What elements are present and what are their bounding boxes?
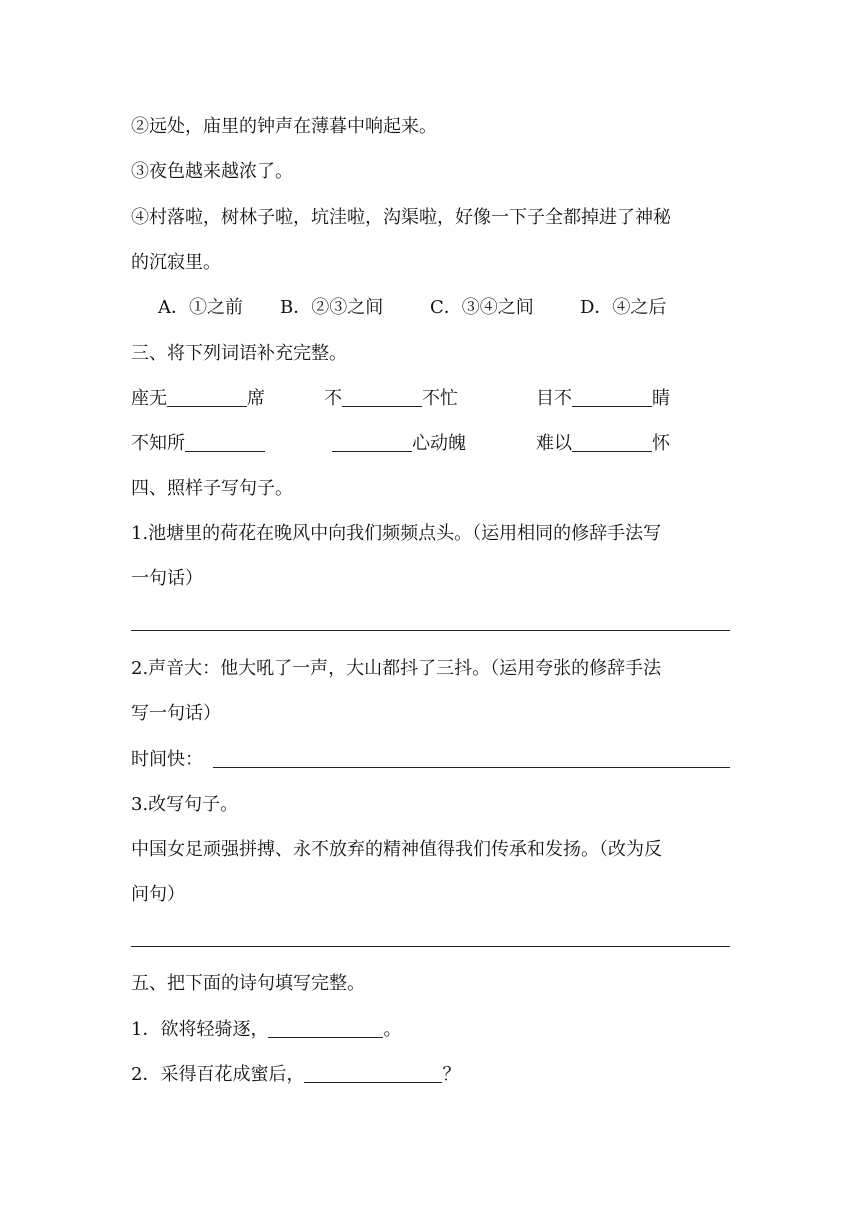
poem-line-1 [131,1018,401,1042]
q3-answer-line[interactable] [131,946,730,947]
answer-blank[interactable] [342,388,422,407]
poem-blank[interactable] [268,1019,383,1038]
answer-blank[interactable] [332,433,412,452]
answer-blank[interactable] [167,388,247,407]
answer-blank[interactable] [185,433,265,452]
idiom-prefix: 座无 [131,388,167,409]
q2-answer-line[interactable] [213,767,730,768]
poem-prefix: 1．欲将轻骑逐， [131,1019,269,1040]
q3-title: 3.改写句子。 [131,794,239,815]
q2-line1: 2.声音大：他大吼了一声，大山都抖了三抖。（运用夸张的修辞手法 [131,658,662,679]
idiom-suffix: 心动魄 [412,433,466,454]
idiom-2-3 [536,432,670,456]
sentence-4-line1: ④村落啦，树林子啦，坑洼啦，沟渠啦，好像一下子全都掉进了神秘 [131,207,671,228]
option-b: B．②③之间 [280,297,384,318]
section4-title: 四、照样子写句子。 [131,478,293,499]
idiom-1-3 [536,387,670,411]
option-a: A．①之前 [158,297,243,318]
q2-prompt: 时间快： [131,749,203,770]
poem-blank[interactable] [304,1064,442,1083]
idiom-1-2 [324,387,458,411]
option-d: D．④之后 [580,297,667,318]
q1-line2: 一句话） [131,568,203,589]
answer-blank[interactable] [572,433,652,452]
q2-line2: 写一句话） [131,703,221,724]
idiom-suffix: 怀 [652,433,670,454]
idiom-prefix: 目不 [536,388,572,409]
idiom-1-1 [131,387,265,411]
poem-prefix: 2．采得百花成蜜后， [131,1064,305,1085]
poem-suffix: 。 [383,1019,402,1040]
section5-title: 五、把下面的诗句填写完整。 [131,973,365,994]
sentence-3: ③夜色越来越浓了。 [131,161,293,182]
answer-blank[interactable] [572,388,652,407]
q1-line1: 1.池塘里的荷花在晚风中向我们频频点头。（运用相同的修辞手法写 [131,523,662,544]
section3-title: 三、将下列词语补充完整。 [131,343,347,364]
idiom-prefix: 不知所 [131,433,185,454]
poem-suffix: ？ [442,1064,461,1085]
idiom-suffix: 不忙 [422,388,458,409]
idiom-prefix: 不 [324,388,342,409]
option-c: C．③④之间 [430,297,534,318]
idiom-2-2 [332,432,466,456]
idiom-suffix: 席 [247,388,265,409]
q3-line2: 问句） [131,884,185,905]
poem-line-2 [131,1063,460,1087]
sentence-2: ②远处，庙里的钟声在薄暮中响起来。 [131,116,437,137]
q3-line1: 中国女足顽强拼搏、永不放弃的精神值得我们传承和发扬。（改为反 [131,839,662,860]
idiom-prefix: 难以 [536,433,572,454]
sentence-4-line2: 的沉寂里。 [131,252,221,273]
idiom-2-1 [131,432,265,456]
idiom-suffix: 睛 [652,388,670,409]
q1-answer-line[interactable] [131,630,730,631]
